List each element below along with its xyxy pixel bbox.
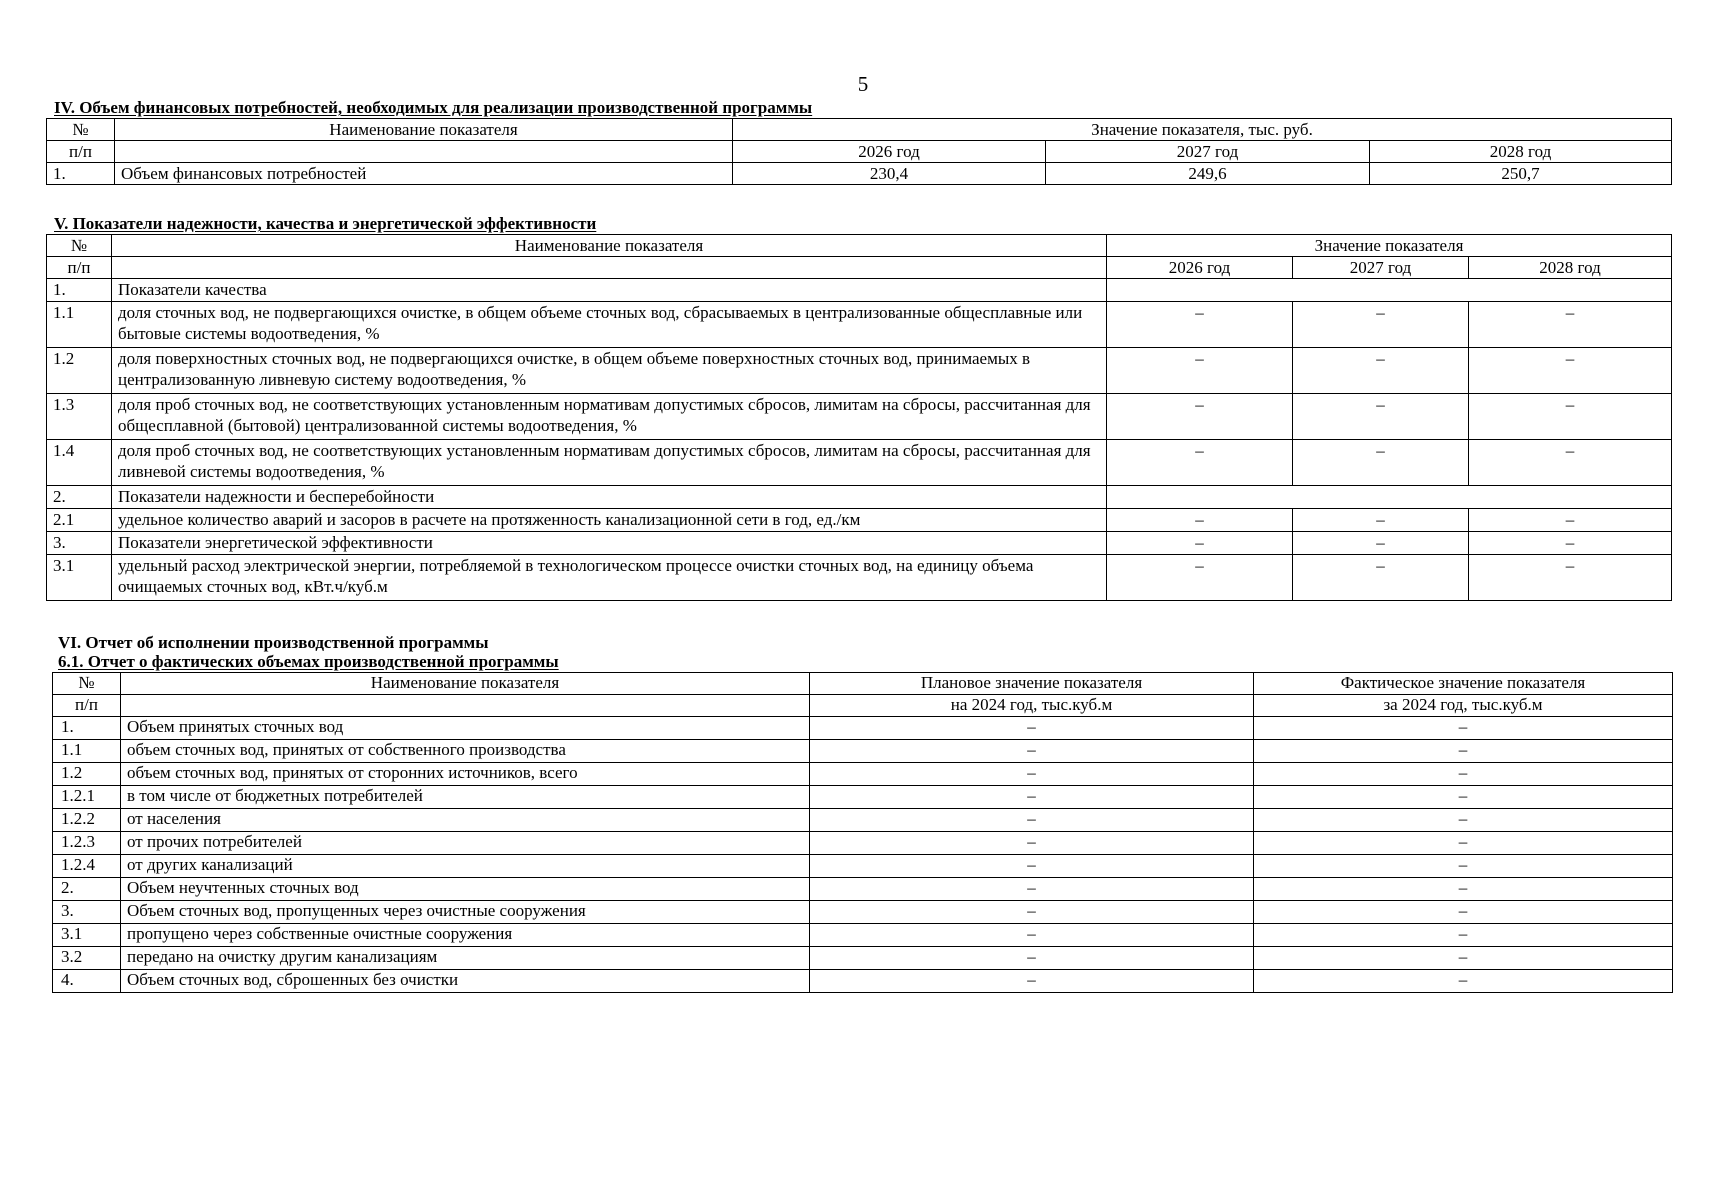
row-fact: – xyxy=(1254,786,1673,809)
header-name: Наименование показателя xyxy=(112,235,1107,257)
row-num: 4. xyxy=(53,970,121,993)
row-value: – xyxy=(1469,555,1672,601)
row-num: 3. xyxy=(53,901,121,924)
row-value: – xyxy=(1107,394,1293,440)
row-num: 2. xyxy=(47,486,112,509)
row-value: – xyxy=(1469,440,1672,486)
row-value: – xyxy=(1469,509,1672,532)
section-5-title: V. Показатели надежности, качества и энергетической эффективности xyxy=(54,214,597,233)
row-value: – xyxy=(1293,394,1469,440)
row-name: доля сточных вод, не подвергающихся очистке, в общем объеме сточных вод, сбрасываемых в централизованные общесплавные или бытовые системы водоотведения, % xyxy=(112,302,1107,348)
table-row xyxy=(47,486,1672,509)
header-fact: Фактическое значение показателя xyxy=(1254,673,1673,695)
table-row xyxy=(47,302,1672,348)
row-num: 1.3 xyxy=(47,394,112,440)
table-row xyxy=(53,832,1673,855)
row-fact: – xyxy=(1254,717,1673,740)
row-empty xyxy=(1107,279,1672,302)
header-num: № xyxy=(47,119,115,141)
header-year: 2027 год xyxy=(1293,257,1469,279)
row-fact: – xyxy=(1254,970,1673,993)
row-value: – xyxy=(1293,509,1469,532)
row-name: пропущено через собственные очистные сооружения xyxy=(121,924,810,947)
table-row xyxy=(53,924,1673,947)
row-name: удельный расход электрической энергии, потребляемой в технологическом процессе очистки сточных вод, на единицу объема очищаемых сточных вод, кВт.ч/куб.м xyxy=(112,555,1107,601)
row-plan: – xyxy=(810,763,1254,786)
row-num: 1.2.1 xyxy=(53,786,121,809)
row-num: 1.2.4 xyxy=(53,855,121,878)
table-row xyxy=(53,786,1673,809)
row-name: Объем принятых сточных вод xyxy=(121,717,810,740)
row-value: 250,7 xyxy=(1370,163,1672,185)
row-name: Объем сточных вод, пропущенных через очистные сооружения xyxy=(121,901,810,924)
row-name: объем сточных вод, принятых от собственного производства xyxy=(121,740,810,763)
row-plan: – xyxy=(810,947,1254,970)
row-plan: – xyxy=(810,901,1254,924)
row-value: – xyxy=(1293,555,1469,601)
row-value: – xyxy=(1107,509,1293,532)
row-num: 1.2.3 xyxy=(53,832,121,855)
header-name-cont xyxy=(121,695,810,717)
row-value: – xyxy=(1469,532,1672,555)
financial-needs-table xyxy=(46,118,1672,185)
table-row xyxy=(53,763,1673,786)
table-row xyxy=(47,163,1672,185)
table-row xyxy=(53,970,1673,993)
production-report-table xyxy=(52,672,1673,993)
row-value: – xyxy=(1469,302,1672,348)
row-name: Объем неучтенных сточных вод xyxy=(121,878,810,901)
row-value: – xyxy=(1107,555,1293,601)
row-name: объем сточных вод, принятых от сторонних источников, всего xyxy=(121,763,810,786)
row-plan: – xyxy=(810,832,1254,855)
row-num: 2.1 xyxy=(47,509,112,532)
row-num: 3.1 xyxy=(53,924,121,947)
table-row xyxy=(53,901,1673,924)
section-4-title: IV. Объем финансовых потребностей, необходимых для реализации производственной программы xyxy=(54,98,813,117)
row-num: 1.2 xyxy=(53,763,121,786)
row-num: 1.2.2 xyxy=(53,809,121,832)
row-num: 1.2 xyxy=(47,348,112,394)
table-row xyxy=(53,717,1673,740)
row-value: – xyxy=(1107,440,1293,486)
row-plan: – xyxy=(810,809,1254,832)
reliability-table xyxy=(46,234,1672,601)
row-value: – xyxy=(1107,302,1293,348)
header-name: Наименование показателя xyxy=(115,119,733,141)
header-fact-sub: за 2024 год, тыс.куб.м xyxy=(1254,695,1673,717)
row-name: доля проб сточных вод, не соответствующих установленным нормативам допустимых сбросов, лимитам на сбросы, рассчитанная для ливневой системы водоотведения, % xyxy=(112,440,1107,486)
row-fact: – xyxy=(1254,947,1673,970)
row-num: 2. xyxy=(53,878,121,901)
table-row xyxy=(47,509,1672,532)
header-name-cont xyxy=(112,257,1107,279)
header-name: Наименование показателя xyxy=(121,673,810,695)
row-fact: – xyxy=(1254,740,1673,763)
row-plan: – xyxy=(810,924,1254,947)
row-name: передано на очистку другим канализациям xyxy=(121,947,810,970)
row-value: – xyxy=(1107,348,1293,394)
row-num: 3. xyxy=(47,532,112,555)
row-name: Показатели качества xyxy=(112,279,1107,302)
header-num: № xyxy=(53,673,121,695)
row-name: от населения xyxy=(121,809,810,832)
row-value: – xyxy=(1293,440,1469,486)
table-row xyxy=(47,555,1672,601)
row-num: 1. xyxy=(47,279,112,302)
section-6-subtitle: 6.1. Отчет о фактических объемах производственной программы xyxy=(58,652,559,671)
row-value: 249,6 xyxy=(1046,163,1370,185)
table-row xyxy=(47,394,1672,440)
row-value: – xyxy=(1293,302,1469,348)
row-plan: – xyxy=(810,740,1254,763)
header-year: 2028 год xyxy=(1370,141,1672,163)
row-value: – xyxy=(1107,532,1293,555)
header-num-sub: п/п xyxy=(47,257,112,279)
row-value: – xyxy=(1293,348,1469,394)
row-fact: – xyxy=(1254,832,1673,855)
row-value: – xyxy=(1469,394,1672,440)
header-plan-sub: на 2024 год, тыс.куб.м xyxy=(810,695,1254,717)
row-value: – xyxy=(1469,348,1672,394)
header-year: 2028 год xyxy=(1469,257,1672,279)
table-row xyxy=(47,348,1672,394)
header-plan: Плановое значение показателя xyxy=(810,673,1254,695)
row-num: 1. xyxy=(47,163,115,185)
header-num-sub: п/п xyxy=(47,141,115,163)
row-name: от прочих потребителей xyxy=(121,832,810,855)
row-fact: – xyxy=(1254,809,1673,832)
table-row xyxy=(47,532,1672,555)
row-name: удельное количество аварий и засоров в расчете на протяженность канализационной сети в год, ед./км xyxy=(112,509,1107,532)
row-fact: – xyxy=(1254,855,1673,878)
header-value-group: Значение показателя xyxy=(1107,235,1672,257)
row-num: 1. xyxy=(53,717,121,740)
header-num-sub: п/п xyxy=(53,695,121,717)
section-6-title: VI. Отчет об исполнении производственной программы xyxy=(58,633,489,652)
row-plan: – xyxy=(810,786,1254,809)
row-name: в том числе от бюджетных потребителей xyxy=(121,786,810,809)
row-num: 1.1 xyxy=(47,302,112,348)
row-empty xyxy=(1107,486,1672,509)
page-number: 5 xyxy=(857,72,869,96)
row-plan: – xyxy=(810,878,1254,901)
header-num: № xyxy=(47,235,112,257)
table-row xyxy=(53,947,1673,970)
row-name: доля проб сточных вод, не соответствующих установленным нормативам допустимых сбросов, лимитам на сбросы, рассчитанная для общесплавной (бытовой) централизованной системы водоотведения, % xyxy=(112,394,1107,440)
table-row xyxy=(47,440,1672,486)
header-year: 2027 год xyxy=(1046,141,1370,163)
header-value-group: Значение показателя, тыс. руб. xyxy=(733,119,1672,141)
row-fact: – xyxy=(1254,901,1673,924)
table-row xyxy=(53,855,1673,878)
table-row xyxy=(53,740,1673,763)
table-row xyxy=(47,279,1672,302)
row-name: доля поверхностных сточных вод, не подвергающихся очистке, в общем объеме поверхностных сточных вод, принимаемых в централизованную ливневую систему водоотведения, % xyxy=(112,348,1107,394)
row-plan: – xyxy=(810,855,1254,878)
row-num: 3.2 xyxy=(53,947,121,970)
row-name: Объем финансовых потребностей xyxy=(115,163,733,185)
row-fact: – xyxy=(1254,763,1673,786)
header-name-cont xyxy=(115,141,733,163)
row-value: – xyxy=(1293,532,1469,555)
row-num: 3.1 xyxy=(47,555,112,601)
table-row xyxy=(53,878,1673,901)
header-year: 2026 год xyxy=(733,141,1046,163)
row-num: 1.1 xyxy=(53,740,121,763)
row-name: Показатели надежности и бесперебойности xyxy=(112,486,1107,509)
row-name: Объем сточных вод, сброшенных без очистки xyxy=(121,970,810,993)
row-fact: – xyxy=(1254,878,1673,901)
row-plan: – xyxy=(810,970,1254,993)
row-value: 230,4 xyxy=(733,163,1046,185)
row-plan: – xyxy=(810,717,1254,740)
row-num: 1.4 xyxy=(47,440,112,486)
header-year: 2026 год xyxy=(1107,257,1293,279)
row-name: Показатели энергетической эффективности xyxy=(112,532,1107,555)
table-row xyxy=(53,809,1673,832)
row-name: от других канализаций xyxy=(121,855,810,878)
row-fact: – xyxy=(1254,924,1673,947)
